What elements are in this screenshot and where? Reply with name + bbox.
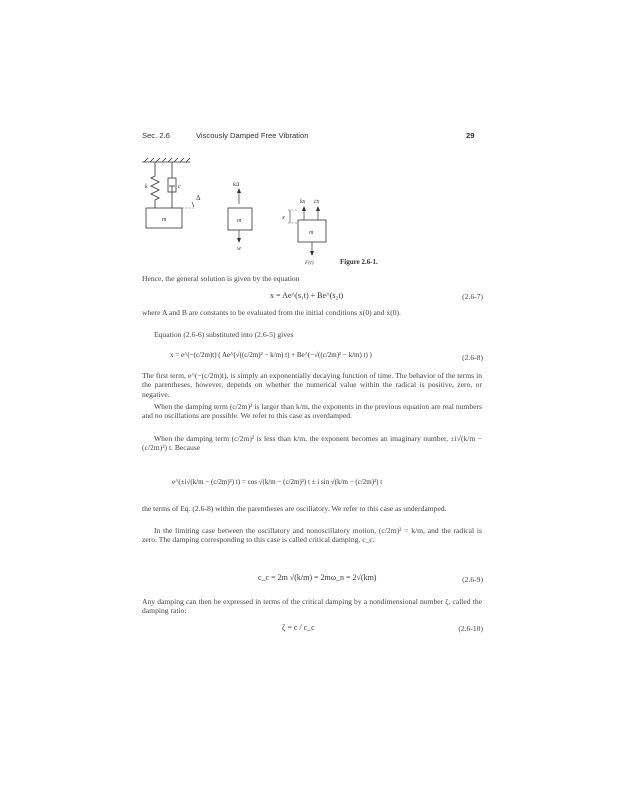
mass-3-label: m bbox=[309, 230, 314, 236]
paragraph-1: Hence, the general solution is given by the equation bbox=[142, 274, 300, 283]
figure-caption: Figure 2.6-1. bbox=[340, 258, 378, 266]
damper-c-label: c bbox=[178, 184, 181, 190]
equation-number-2-6-7: (2.6-7) bbox=[462, 292, 483, 301]
fixed-support bbox=[142, 158, 190, 162]
spring bbox=[151, 162, 159, 208]
paragraph-4: The first term, e^(−(c/2m)t), is simply an exponentially decaying function of time. The behavior of the terms in the parentheses, however, depends on whether the numerical value within the radical is positive, zero, or negative. bbox=[142, 371, 482, 399]
weight-w-label: w bbox=[237, 246, 242, 252]
mass-2-label: m bbox=[237, 218, 242, 224]
paragraph-3: Equation (2.6-6) substituted into (2.6-5) gives bbox=[154, 330, 294, 339]
kdelta-label: kΔ bbox=[233, 182, 240, 188]
delta-label: Δ bbox=[196, 194, 201, 202]
x-displacement-label: x bbox=[282, 215, 285, 221]
paragraph-9: Any damping can then be expressed in terms of the critical damping by a nondimensional number ζ, called the damping ratio: bbox=[142, 597, 482, 616]
equation-number-2-6-10: (2.6-10) bbox=[458, 624, 483, 633]
equation-2-6-8: x = e^(−(c/2m)t) ( Ae^(√((c/2m)² − k/m) t) + Be^(−√((c/2m)² − k/m) t) ) bbox=[170, 351, 372, 359]
equation-2-6-10: ζ = c / c_c bbox=[282, 623, 315, 632]
kx-label: kx bbox=[300, 199, 306, 205]
damper bbox=[168, 162, 176, 208]
paragraph-8: In the limiting case between the oscillatory and nonoscillatory motion, (c/2m)² = k/m, and the radical is zero. The damping corresponding to this case is called critical damping, c_c. bbox=[142, 526, 482, 545]
paragraph-2: where A and B are constants to be evaluated from the initial conditions x(0) and ẋ(0). bbox=[142, 308, 401, 317]
force-label: F(t) bbox=[305, 260, 314, 266]
cx-label: ċx bbox=[314, 199, 320, 205]
section-label: Sec. 2.6 bbox=[142, 131, 170, 140]
mass-1-label: m bbox=[162, 217, 167, 223]
paragraph-7: the terms of Eq. (2.6-8) within the parentheses are oscillatory. We refer to this case as underdamped. bbox=[142, 504, 447, 513]
euler-identity-equation: e^(±i√(k/m − (c/2m)²) t) = cos √(k/m − (c/2m)²) t ± i sin √(k/m − (c/2m)²) t bbox=[172, 478, 383, 486]
paragraph-5: When the damping term (c/2m)² is larger than k/m, the exponents in the previous equation are real numbers and no oscillations are possible. We refer to this case as overdamped. bbox=[142, 402, 482, 421]
equation-number-2-6-8: (2.6-8) bbox=[462, 353, 483, 362]
paragraph-6: When the damping term (c/2m)² is less than k/m, the exponent becomes an imaginary number, ±i√(k/m − (c/2m)²) t. Because bbox=[142, 434, 482, 453]
equation-2-6-7: x = Ae^(s₁t) + Be^(s₂t) bbox=[270, 291, 344, 300]
equation-2-6-9: c_c = 2m √(k/m) = 2mω_n = 2√(km) bbox=[258, 573, 377, 582]
running-title: Viscously Damped Free Vibration bbox=[196, 131, 309, 140]
equation-number-2-6-9: (2.6-9) bbox=[462, 575, 483, 584]
figure-free-body-diagrams bbox=[138, 150, 388, 270]
page-number: 29 bbox=[466, 131, 475, 140]
spring-k-label: k bbox=[145, 184, 148, 190]
